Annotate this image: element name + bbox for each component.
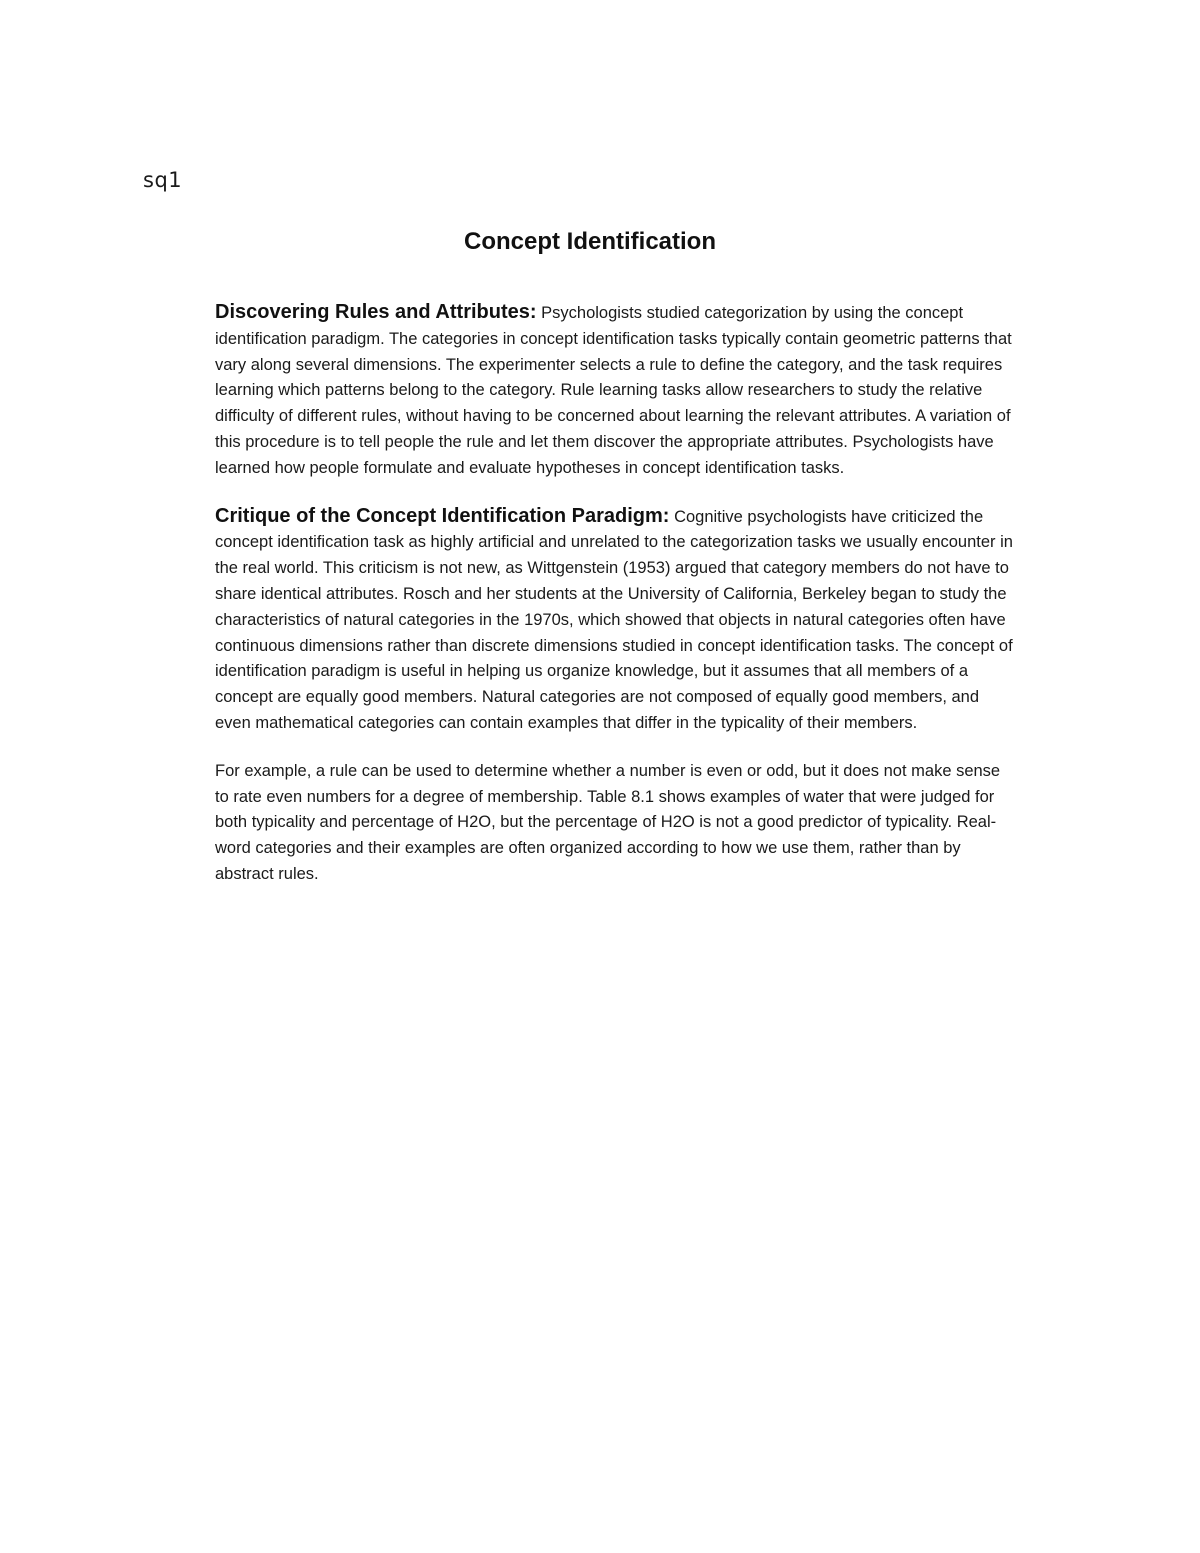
section-example <box>215 759 1015 888</box>
document-body <box>215 300 1015 910</box>
section-discovering-rules <box>215 300 1015 482</box>
document-title: Concept Identification <box>464 228 716 255</box>
section-heading: Critique of the Concept Identification Paradigm: <box>215 504 670 527</box>
page-label: sq1 <box>143 168 183 192</box>
section-body: Cognitive psychologists have criticized the concept identification task as highly artificial and unrelated to the categorization tasks we usually encounter in the real world. This criticism is not new, as Wittgenstein (1953) argued that category members do not have to share identical attributes. Rosch and her students at the University of California, Berkeley began to study the characteristics of natural categories in the 1970s, which showed that objects in natural categories often have continuous dimensions rather than discrete dimensions studied in concept identification tasks. The concept of identification paradigm is useful in helping us organize knowledge, but it assumes that all members of a concept are equally good members. Natural categories are not composed of equally good members, and even mathematical categories can contain examples that differ in the typicality of their members. <box>215 507 1013 732</box>
section-critique <box>215 504 1015 737</box>
section-body: Psychologists studied categorization by using the concept identification paradigm. The categories in concept identification tasks typically contain geometric patterns that vary along several dimensions. The experimenter selects a rule to define the category, and the task requires learning which patterns belong to the category. Rule learning tasks allow researchers to study the relative difficulty of different rules, without having to be concerned about learning the relevant attributes. A variation of this procedure is to tell people the rule and let them discover the appropriate attributes. Psychologists have learned how people formulate and evaluate hypotheses in concept identification tasks. <box>215 304 1012 477</box>
section-heading: Discovering Rules and Attributes: <box>215 301 537 323</box>
section-body: For example, a rule can be used to determine whether a number is even or odd, but it does not make sense to rate even numbers for a degree of membership. Table 8.1 shows examples of water that were judged for both typicality and percentage of H2O, but the percentage of H2O is not a good predictor of typicality. Real-word categories and their examples are often organized according to how we use them, rather than by abstract rules. <box>215 761 1001 883</box>
